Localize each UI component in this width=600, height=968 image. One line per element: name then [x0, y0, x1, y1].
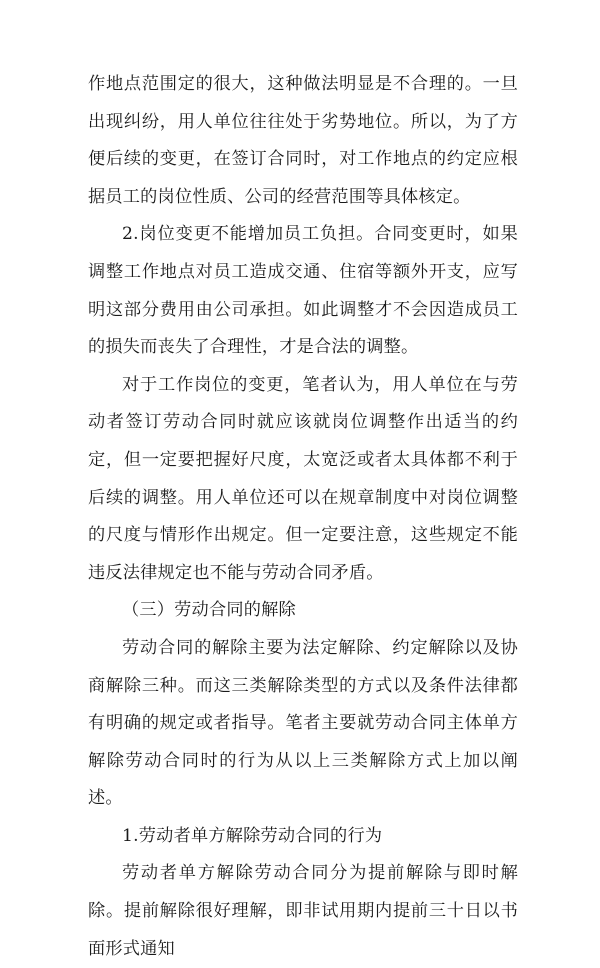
paragraph-author-opinion: 对于工作岗位的变更，笔者认为，用人单位在与劳动者签订劳动合同时就应该就岗位调整作出适当的约定，但一定要把握好尺度，太宽泛或者太具体都不利于后续的调整。用人单位还可以在规章制度中对岗位调整的尺度与情形作出规定。但一定要注意，这些规定不能违反法律规定也不能与劳动合同矛盾。	[88, 374, 518, 583]
section-heading-termination: （三）劳动合同的解除	[122, 600, 296, 621]
paragraph-termination-types: 劳动合同的解除主要为法定解除、约定解除以及协商解除三种。而这三类解除类型的方式以及条件法律都有明确的规定或者指导。笔者主要就劳动合同主体单方解除劳动合同时的行为从以上三类解除方式上加以阐述。	[88, 637, 518, 809]
body-text	[88, 66, 518, 968]
paragraph-continuation: 作地点范围定的很大，这种做法明显是不合理的。一旦出现纠纷，用人单位往往处于劣势地位。所以，为了方便后续的变更，在签订合同时，对工作地点的约定应根据员工的岗位性质、公司的经营范围等具体核定。	[88, 74, 518, 207]
paragraph-worker-termination: 劳动者单方解除劳动合同分为提前解除与即时解除。提前解除很好理解，即非试用期内提前三十日以书面形式通知	[88, 863, 518, 959]
subheading-worker-termination: 1.劳动者单方解除劳动合同的行为	[122, 825, 383, 846]
paragraph-job-change-burden: 2.岗位变更不能增加员工负担。合同变更时，如果调整工作地点对员工造成交通、住宿等额外开支，应写明这部分费用由公司承担。如此调整才不会因造成员工的损失而丧失了合理性，才是合法的调整。	[88, 224, 518, 358]
